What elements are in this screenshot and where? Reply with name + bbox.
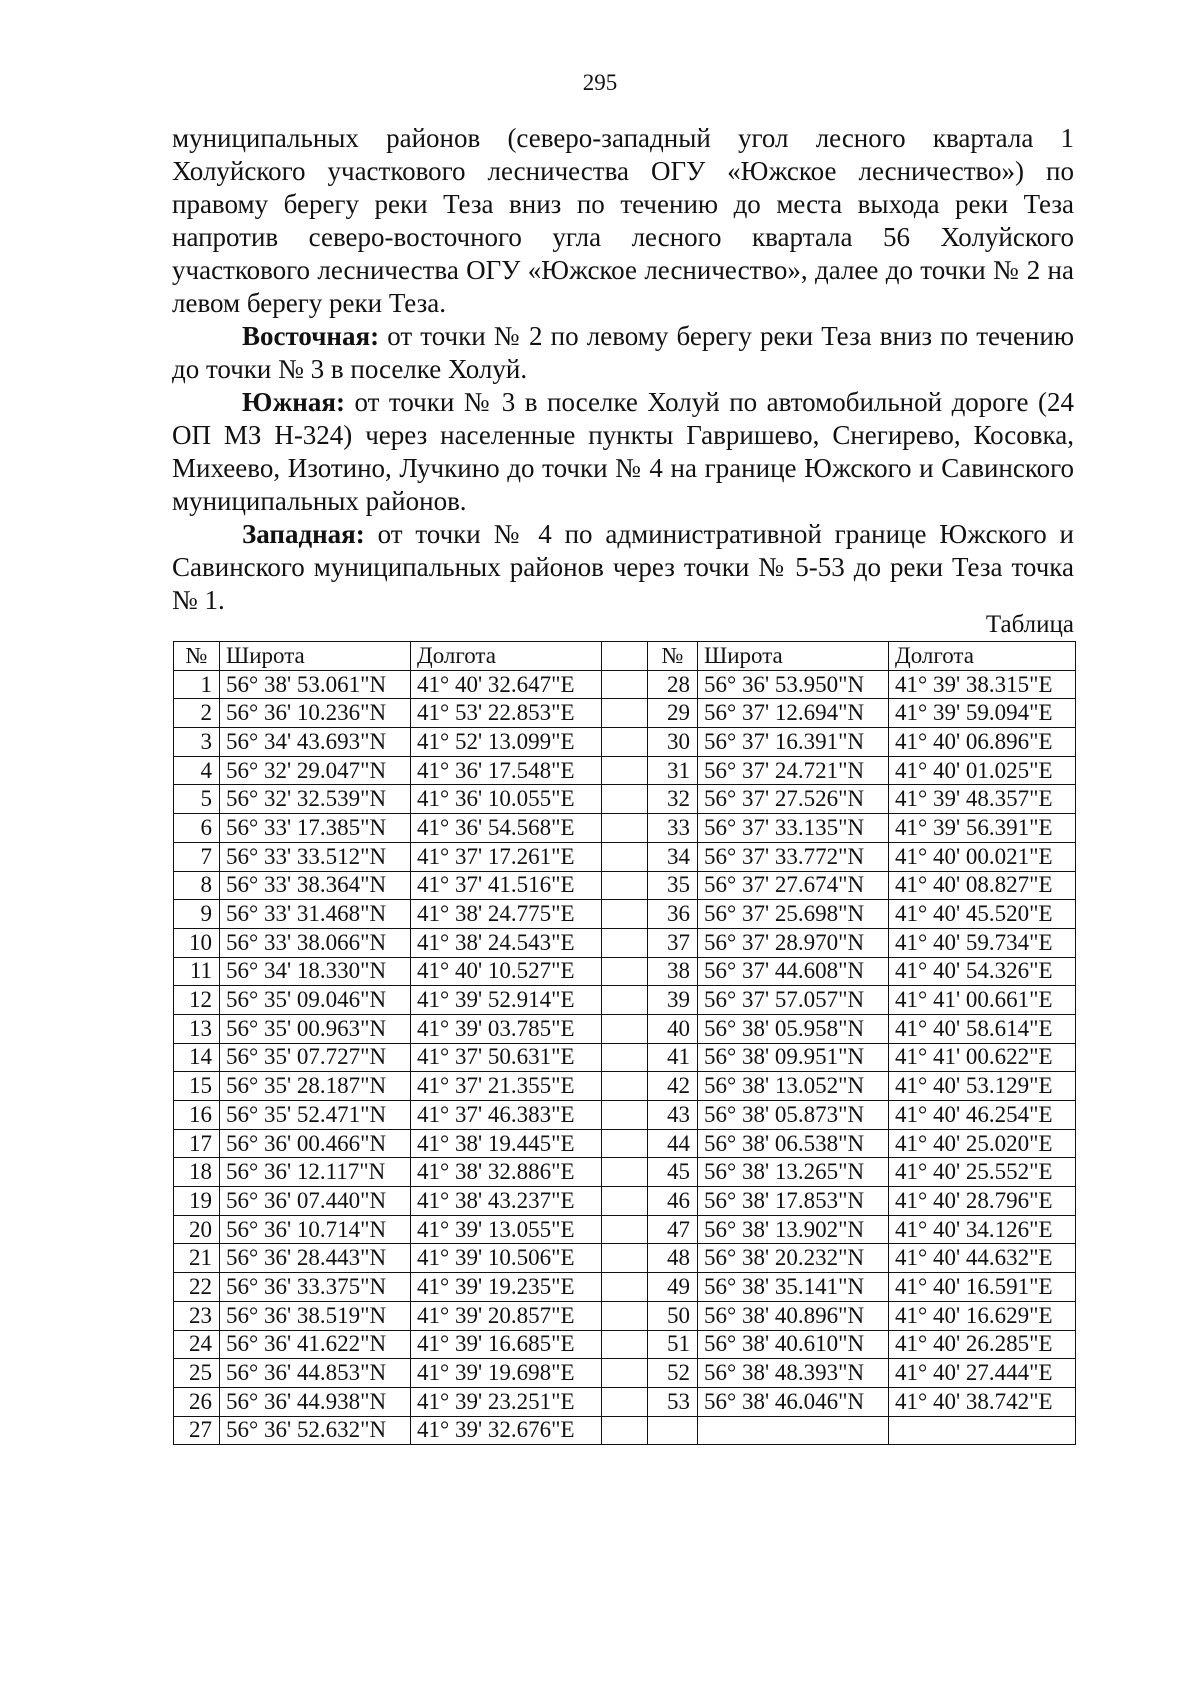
cell-latitude: 56° 36' 28.443"N (220, 1244, 411, 1273)
cell-longitude-2: 41° 40' 58.614"E (889, 1014, 1076, 1043)
cell-point-number: 2 (174, 699, 220, 728)
cell-latitude-2: 56° 37' 57.057"N (698, 986, 889, 1015)
cell-longitude-2: 41° 40' 45.520"E (889, 900, 1076, 929)
cell-spacer (602, 842, 648, 871)
cell-longitude-2: 41° 41' 00.661"E (889, 986, 1076, 1015)
cell-point-number: 12 (174, 986, 220, 1015)
cell-point-number-2: 50 (648, 1301, 698, 1330)
cell-latitude: 56° 34' 18.330"N (220, 957, 411, 986)
cell-latitude-2: 56° 37' 27.526"N (698, 785, 889, 814)
cell-longitude-2: 41° 40' 16.591"E (889, 1273, 1076, 1302)
cell-point-number-2: 48 (648, 1244, 698, 1273)
cell-longitude-2: 41° 40' 00.021"E (889, 842, 1076, 871)
cell-spacer (602, 1244, 648, 1273)
cell-point-number: 4 (174, 756, 220, 785)
cell-longitude: 41° 39' 10.506"E (411, 1244, 602, 1273)
cell-longitude-2: 41° 39' 59.094"E (889, 699, 1076, 728)
cell-point-number-2: 51 (648, 1330, 698, 1359)
cell-latitude-2: 56° 38' 40.896"N (698, 1301, 889, 1330)
cell-spacer (602, 900, 648, 929)
cell-point-number: 3 (174, 728, 220, 757)
cell-spacer (602, 670, 648, 699)
cell-spacer (602, 957, 648, 986)
cell-point-number-2: 35 (648, 871, 698, 900)
cell-point-number-2: 34 (648, 842, 698, 871)
table-row (174, 670, 1076, 699)
cell-point-number-2: 28 (648, 670, 698, 699)
cell-longitude: 41° 37' 50.631"E (411, 1043, 602, 1072)
cell-longitude-2: 41° 40' 25.552"E (889, 1158, 1076, 1187)
cell-point-number: 24 (174, 1330, 220, 1359)
cell-latitude: 56° 33' 38.066"N (220, 928, 411, 957)
coordinates-table (173, 641, 1076, 1445)
cell-point-number: 16 (174, 1101, 220, 1130)
cell-latitude-2 (698, 1416, 889, 1445)
cell-latitude-2: 56° 37' 12.694"N (698, 699, 889, 728)
table-row (174, 1416, 1076, 1445)
cell-longitude: 41° 38' 43.237"E (411, 1187, 602, 1216)
header-longitude-2: Долгота (889, 642, 1076, 671)
header-spacer (602, 642, 648, 671)
table-row (174, 785, 1076, 814)
cell-latitude: 56° 33' 31.468"N (220, 900, 411, 929)
cell-point-number: 23 (174, 1301, 220, 1330)
cell-latitude: 56° 36' 41.622"N (220, 1330, 411, 1359)
cell-point-number-2: 30 (648, 728, 698, 757)
cell-longitude: 41° 39' 16.685"E (411, 1330, 602, 1359)
cell-longitude: 41° 37' 46.383"E (411, 1101, 602, 1130)
cell-point-number-2: 44 (648, 1129, 698, 1158)
cell-spacer (602, 986, 648, 1015)
table-header-row (174, 642, 1076, 671)
table-row (174, 957, 1076, 986)
cell-longitude: 41° 39' 03.785"E (411, 1014, 602, 1043)
cell-longitude: 41° 38' 19.445"E (411, 1129, 602, 1158)
cell-longitude-2: 41° 40' 54.326"E (889, 957, 1076, 986)
cell-point-number: 21 (174, 1244, 220, 1273)
table-row (174, 1101, 1076, 1130)
cell-point-number: 18 (174, 1158, 220, 1187)
cell-spacer (602, 1158, 648, 1187)
cell-latitude: 56° 35' 00.963"N (220, 1014, 411, 1043)
cell-latitude-2: 56° 37' 28.970"N (698, 928, 889, 957)
cell-spacer (602, 1273, 648, 1302)
table-row (174, 756, 1076, 785)
table-row (174, 1187, 1076, 1216)
cell-latitude-2: 56° 38' 40.610"N (698, 1330, 889, 1359)
table-row (174, 1043, 1076, 1072)
cell-point-number: 8 (174, 871, 220, 900)
table-row (174, 842, 1076, 871)
table-row (174, 1273, 1076, 1302)
cell-latitude: 56° 32' 32.539"N (220, 785, 411, 814)
header-longitude: Долгота (411, 642, 602, 671)
cell-longitude-2: 41° 40' 59.734"E (889, 928, 1076, 957)
table-row (174, 1387, 1076, 1416)
cell-point-number: 5 (174, 785, 220, 814)
cell-latitude-2: 56° 36' 53.950"N (698, 670, 889, 699)
cell-latitude-2: 56° 38' 13.265"N (698, 1158, 889, 1187)
cell-point-number-2: 42 (648, 1072, 698, 1101)
table-row (174, 986, 1076, 1015)
cell-point-number: 9 (174, 900, 220, 929)
cell-latitude: 56° 36' 38.519"N (220, 1301, 411, 1330)
header-number-2: № (648, 642, 698, 671)
cell-point-number-2: 39 (648, 986, 698, 1015)
table-row (174, 1072, 1076, 1101)
cell-spacer (602, 1301, 648, 1330)
cell-longitude-2: 41° 40' 06.896"E (889, 728, 1076, 757)
cell-latitude: 56° 36' 07.440"N (220, 1187, 411, 1216)
cell-latitude: 56° 35' 07.727"N (220, 1043, 411, 1072)
cell-spacer (602, 814, 648, 843)
cell-latitude: 56° 35' 52.471"N (220, 1101, 411, 1130)
cell-longitude: 41° 36' 10.055"E (411, 785, 602, 814)
cell-point-number-2: 36 (648, 900, 698, 929)
cell-longitude-2: 41° 40' 25.020"E (889, 1129, 1076, 1158)
cell-point-number-2: 46 (648, 1187, 698, 1216)
cell-latitude-2: 56° 38' 17.853"N (698, 1187, 889, 1216)
cell-longitude-2: 41° 39' 56.391"E (889, 814, 1076, 843)
cell-longitude-2: 41° 40' 01.025"E (889, 756, 1076, 785)
cell-spacer (602, 1043, 648, 1072)
cell-point-number: 15 (174, 1072, 220, 1101)
cell-latitude-2: 56° 37' 27.674"N (698, 871, 889, 900)
table-row (174, 728, 1076, 757)
cell-longitude: 41° 39' 32.676"E (411, 1416, 602, 1445)
table-row (174, 900, 1076, 929)
cell-latitude-2: 56° 38' 05.958"N (698, 1014, 889, 1043)
table-row (174, 1129, 1076, 1158)
cell-longitude-2: 41° 40' 34.126"E (889, 1215, 1076, 1244)
cell-spacer (602, 928, 648, 957)
cell-latitude-2: 56° 38' 35.141"N (698, 1273, 889, 1302)
cell-point-number-2: 31 (648, 756, 698, 785)
cell-latitude-2: 56° 38' 05.873"N (698, 1101, 889, 1130)
cell-latitude-2: 56° 38' 13.052"N (698, 1072, 889, 1101)
table-row (174, 1330, 1076, 1359)
cell-longitude: 41° 38' 32.886"E (411, 1158, 602, 1187)
cell-latitude-2: 56° 38' 13.902"N (698, 1215, 889, 1244)
cell-longitude: 41° 52' 13.099"E (411, 728, 602, 757)
cell-longitude: 41° 37' 41.516"E (411, 871, 602, 900)
cell-latitude-2: 56° 38' 06.538"N (698, 1129, 889, 1158)
cell-spacer (602, 1215, 648, 1244)
cell-longitude-2: 41° 40' 28.796"E (889, 1187, 1076, 1216)
west-label: Западная: (242, 519, 365, 549)
paragraph-north-continued: муниципальных районов (северо-западный угол лесного квартала 1 Холуйского участкового лесничества ОГУ «Южское лесничество») по правому берегу реки Теза вниз по течению до места выхода реки Теза напротив северо-восточного угла лесного квартала 56 Холуйского участкового лесничества ОГУ «Южское лесничество», далее до точки № 2 на левом берегу реки Теза. (172, 123, 1074, 318)
cell-point-number-2: 32 (648, 785, 698, 814)
cell-longitude: 41° 39' 52.914"E (411, 986, 602, 1015)
cell-point-number: 25 (174, 1359, 220, 1388)
cell-longitude: 41° 40' 32.647"E (411, 670, 602, 699)
cell-longitude: 41° 38' 24.775"E (411, 900, 602, 929)
cell-longitude: 41° 38' 24.543"E (411, 928, 602, 957)
page-number: 295 (582, 70, 618, 95)
cell-latitude-2: 56° 38' 48.393"N (698, 1359, 889, 1388)
header-number: № (174, 642, 220, 671)
cell-longitude: 41° 40' 10.527"E (411, 957, 602, 986)
cell-point-number-2 (648, 1416, 698, 1445)
cell-point-number: 19 (174, 1187, 220, 1216)
cell-point-number-2: 40 (648, 1014, 698, 1043)
cell-latitude: 56° 34' 43.693"N (220, 728, 411, 757)
cell-latitude: 56° 33' 38.364"N (220, 871, 411, 900)
cell-latitude-2: 56° 38' 09.951"N (698, 1043, 889, 1072)
cell-longitude: 41° 39' 23.251"E (411, 1387, 602, 1416)
cell-latitude: 56° 32' 29.047"N (220, 756, 411, 785)
cell-longitude-2: 41° 40' 44.632"E (889, 1244, 1076, 1273)
cell-longitude: 41° 39' 20.857"E (411, 1301, 602, 1330)
south-text: от точки № 3 в поселке Холуй по автомобильной дороге (24 ОП МЗ Н-324) через населенные пункты Гавришево, Снегирево, Косовка, Михеево, Изотино, Лучкино до точки № 4 на границе Южского и Савинского муниципальных районов. (172, 387, 1074, 516)
cell-point-number-2: 37 (648, 928, 698, 957)
table-row (174, 928, 1076, 957)
table-row (174, 1158, 1076, 1187)
cell-spacer (602, 1014, 648, 1043)
cell-latitude: 56° 36' 12.117"N (220, 1158, 411, 1187)
table-row (174, 1301, 1076, 1330)
cell-point-number: 7 (174, 842, 220, 871)
cell-latitude: 56° 36' 10.236"N (220, 699, 411, 728)
cell-longitude: 41° 39' 19.698"E (411, 1359, 602, 1388)
cell-latitude-2: 56° 38' 20.232"N (698, 1244, 889, 1273)
cell-point-number-2: 29 (648, 699, 698, 728)
cell-spacer (602, 1101, 648, 1130)
cell-spacer (602, 1416, 648, 1445)
west-text: от точки № 4 по административной границе Южского и Савинского муниципальных районов через точки № 5-53 до реки Теза точка № 1. (172, 519, 1074, 615)
cell-latitude: 56° 33' 17.385"N (220, 814, 411, 843)
paragraph-east (172, 320, 1074, 386)
cell-point-number: 13 (174, 1014, 220, 1043)
header-latitude-2: Широта (698, 642, 889, 671)
cell-point-number-2: 52 (648, 1359, 698, 1388)
cell-longitude: 41° 39' 13.055"E (411, 1215, 602, 1244)
cell-latitude: 56° 36' 52.632"N (220, 1416, 411, 1445)
cell-longitude-2: 41° 40' 38.742"E (889, 1387, 1076, 1416)
cell-longitude-2: 41° 40' 08.827"E (889, 871, 1076, 900)
cell-point-number: 27 (174, 1416, 220, 1445)
cell-latitude-2: 56° 37' 33.135"N (698, 814, 889, 843)
cell-point-number: 1 (174, 670, 220, 699)
cell-latitude: 56° 36' 00.466"N (220, 1129, 411, 1158)
cell-longitude-2: 41° 40' 46.254"E (889, 1101, 1076, 1130)
cell-longitude-2: 41° 40' 27.444"E (889, 1359, 1076, 1388)
header-latitude: Широта (220, 642, 411, 671)
cell-latitude-2: 56° 37' 24.721"N (698, 756, 889, 785)
cell-spacer (602, 756, 648, 785)
cell-longitude: 41° 53' 22.853"E (411, 699, 602, 728)
cell-point-number: 11 (174, 957, 220, 986)
cell-spacer (602, 1330, 648, 1359)
east-text: от точки № 2 по левому берегу реки Теза вниз по течению до точки № 3 в поселке Холуй. (172, 321, 1074, 384)
cell-latitude-2: 56° 37' 25.698"N (698, 900, 889, 929)
cell-latitude: 56° 36' 10.714"N (220, 1215, 411, 1244)
cell-point-number-2: 45 (648, 1158, 698, 1187)
cell-latitude: 56° 35' 09.046"N (220, 986, 411, 1015)
table-row (174, 1014, 1076, 1043)
cell-point-number: 17 (174, 1129, 220, 1158)
cell-spacer (602, 1072, 648, 1101)
cell-latitude: 56° 36' 44.853"N (220, 1359, 411, 1388)
cell-longitude: 41° 36' 17.548"E (411, 756, 602, 785)
cell-latitude-2: 56° 38' 46.046"N (698, 1387, 889, 1416)
table-row (174, 699, 1076, 728)
cell-point-number: 20 (174, 1215, 220, 1244)
table-row (174, 1244, 1076, 1273)
cell-latitude: 56° 36' 33.375"N (220, 1273, 411, 1302)
cell-spacer (602, 871, 648, 900)
cell-latitude: 56° 35' 28.187"N (220, 1072, 411, 1101)
cell-longitude-2: 41° 39' 38.315"E (889, 670, 1076, 699)
cell-point-number-2: 43 (648, 1101, 698, 1130)
cell-longitude-2: 41° 40' 26.285"E (889, 1330, 1076, 1359)
cell-spacer (602, 785, 648, 814)
south-label: Южная: (242, 387, 345, 417)
cell-longitude-2 (889, 1416, 1076, 1445)
cell-point-number-2: 33 (648, 814, 698, 843)
cell-spacer (602, 728, 648, 757)
cell-point-number-2: 53 (648, 1387, 698, 1416)
table-row (174, 1359, 1076, 1388)
cell-spacer (602, 1187, 648, 1216)
table-row (174, 814, 1076, 843)
cell-point-number: 22 (174, 1273, 220, 1302)
table-row (174, 871, 1076, 900)
east-label: Восточная: (242, 321, 380, 351)
cell-point-number-2: 41 (648, 1043, 698, 1072)
cell-point-number: 10 (174, 928, 220, 957)
cell-latitude: 56° 36' 44.938"N (220, 1387, 411, 1416)
cell-spacer (602, 1359, 648, 1388)
cell-latitude-2: 56° 37' 16.391"N (698, 728, 889, 757)
cell-point-number-2: 38 (648, 957, 698, 986)
cell-longitude-2: 41° 40' 16.629"E (889, 1301, 1076, 1330)
cell-longitude: 41° 39' 19.235"E (411, 1273, 602, 1302)
cell-point-number: 6 (174, 814, 220, 843)
cell-longitude: 41° 37' 21.355"E (411, 1072, 602, 1101)
cell-point-number-2: 49 (648, 1273, 698, 1302)
cell-latitude-2: 56° 37' 33.772"N (698, 842, 889, 871)
cell-longitude: 41° 37' 17.261"E (411, 842, 602, 871)
cell-latitude: 56° 33' 33.512"N (220, 842, 411, 871)
cell-spacer (602, 1387, 648, 1416)
cell-longitude: 41° 36' 54.568"E (411, 814, 602, 843)
body-text (172, 122, 1074, 617)
table-row (174, 1215, 1076, 1244)
coordinates-table-body (174, 642, 1076, 1445)
cell-spacer (602, 699, 648, 728)
cell-longitude-2: 41° 40' 53.129"E (889, 1072, 1076, 1101)
cell-latitude-2: 56° 37' 44.608"N (698, 957, 889, 986)
cell-point-number-2: 47 (648, 1215, 698, 1244)
table-caption: Таблица (985, 611, 1074, 638)
cell-longitude-2: 41° 39' 48.357"E (889, 785, 1076, 814)
cell-point-number: 14 (174, 1043, 220, 1072)
cell-latitude: 56° 38' 53.061"N (220, 670, 411, 699)
cell-point-number: 26 (174, 1387, 220, 1416)
paragraph-south (172, 386, 1074, 518)
cell-longitude-2: 41° 41' 00.622"E (889, 1043, 1076, 1072)
paragraph-west (172, 518, 1074, 617)
cell-spacer (602, 1129, 648, 1158)
